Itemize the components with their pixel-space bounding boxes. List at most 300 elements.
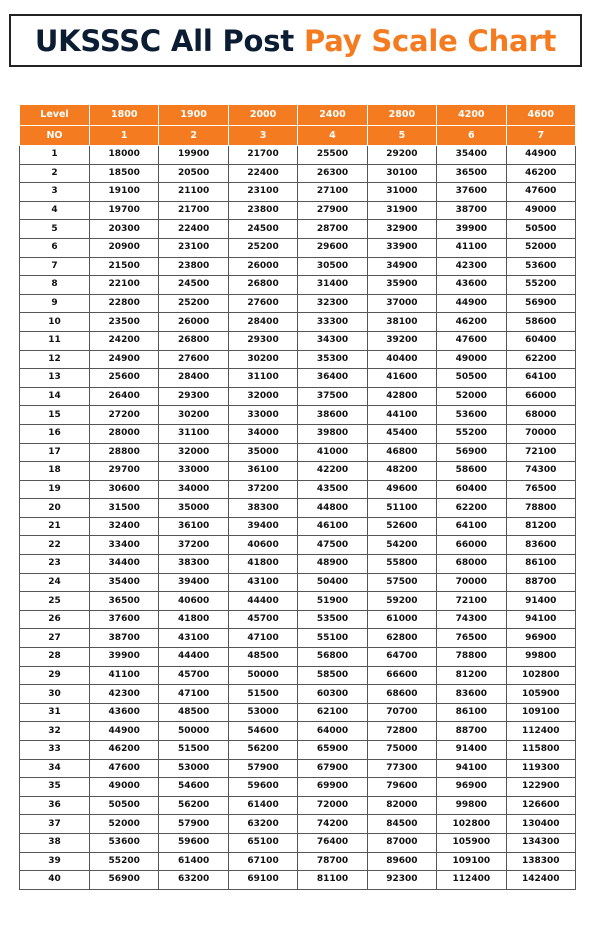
pay-cell: 35900 xyxy=(367,276,436,295)
pay-cell: 68000 xyxy=(506,406,575,425)
row-number-cell: 14 xyxy=(20,387,90,406)
pay-cell: 74300 xyxy=(437,610,506,629)
pay-cell: 86100 xyxy=(437,703,506,722)
pay-cell: 27200 xyxy=(90,406,159,425)
pay-cell: 81200 xyxy=(437,666,506,685)
pay-cell: 72800 xyxy=(367,722,436,741)
pay-cell: 86100 xyxy=(506,555,575,574)
pay-cell: 42200 xyxy=(298,462,367,481)
pay-cell: 24500 xyxy=(228,220,297,239)
pay-cell: 56200 xyxy=(159,796,228,815)
pay-cell: 41100 xyxy=(90,666,159,685)
pay-cell: 112400 xyxy=(506,722,575,741)
pay-cell: 50000 xyxy=(228,666,297,685)
table-row xyxy=(20,443,576,462)
pay-cell: 25500 xyxy=(298,146,367,165)
pay-cell: 126600 xyxy=(506,796,575,815)
pay-cell: 102800 xyxy=(437,815,506,834)
pay-cell: 56200 xyxy=(228,741,297,760)
pay-cell: 94100 xyxy=(506,610,575,629)
pay-cell: 60300 xyxy=(298,685,367,704)
pay-cell: 67900 xyxy=(298,759,367,778)
pay-cell: 33300 xyxy=(298,313,367,332)
pay-cell: 45700 xyxy=(159,666,228,685)
pay-cell: 44900 xyxy=(437,294,506,313)
pay-cell: 56900 xyxy=(437,443,506,462)
row-number-cell: 29 xyxy=(20,666,90,685)
pay-cell: 99800 xyxy=(437,796,506,815)
pay-cell: 89600 xyxy=(367,852,436,871)
pay-cell: 29600 xyxy=(298,238,367,257)
table-row xyxy=(20,666,576,685)
pay-cell: 36500 xyxy=(90,592,159,611)
pay-cell: 64100 xyxy=(437,517,506,536)
pay-cell: 38700 xyxy=(90,629,159,648)
pay-cell: 62800 xyxy=(367,629,436,648)
table-row xyxy=(20,424,576,443)
pay-cell: 25600 xyxy=(90,369,159,388)
table-row xyxy=(20,294,576,313)
table-row xyxy=(20,610,576,629)
pay-cell: 112400 xyxy=(437,871,506,890)
row-number-cell: 12 xyxy=(20,350,90,369)
row-number-cell: 21 xyxy=(20,517,90,536)
pay-cell: 66600 xyxy=(367,666,436,685)
pay-cell: 28800 xyxy=(90,443,159,462)
pay-cell: 57900 xyxy=(159,815,228,834)
header-cell: 7 xyxy=(506,125,575,146)
pay-cell: 78800 xyxy=(437,648,506,667)
pay-cell: 72100 xyxy=(506,443,575,462)
header-cell: 1800 xyxy=(90,105,159,126)
pay-cell: 47600 xyxy=(506,183,575,202)
pay-cell: 44100 xyxy=(367,406,436,425)
pay-cell: 44900 xyxy=(506,146,575,165)
table-row xyxy=(20,350,576,369)
pay-cell: 47500 xyxy=(298,536,367,555)
pay-cell: 68600 xyxy=(367,685,436,704)
table-row xyxy=(20,778,576,797)
table-row xyxy=(20,164,576,183)
table-row xyxy=(20,741,576,760)
pay-cell: 39800 xyxy=(298,424,367,443)
pay-cell: 27600 xyxy=(228,294,297,313)
row-number-cell: 36 xyxy=(20,796,90,815)
header-cell: 6 xyxy=(437,125,506,146)
pay-cell: 53500 xyxy=(298,610,367,629)
pay-cell: 54200 xyxy=(367,536,436,555)
table-row xyxy=(20,796,576,815)
pay-cell: 29700 xyxy=(90,462,159,481)
pay-cell: 22400 xyxy=(159,220,228,239)
pay-cell: 21700 xyxy=(228,146,297,165)
pay-cell: 35000 xyxy=(159,499,228,518)
pay-cell: 31000 xyxy=(367,183,436,202)
pay-cell: 69100 xyxy=(228,871,297,890)
pay-cell: 43100 xyxy=(228,573,297,592)
table-row xyxy=(20,871,576,890)
pay-cell: 58500 xyxy=(298,666,367,685)
pay-cell: 138300 xyxy=(506,852,575,871)
pay-cell: 29300 xyxy=(159,387,228,406)
pay-cell: 46100 xyxy=(298,517,367,536)
pay-cell: 105900 xyxy=(437,833,506,852)
row-number-cell: 2 xyxy=(20,164,90,183)
pay-cell: 32300 xyxy=(298,294,367,313)
pay-cell: 27100 xyxy=(298,183,367,202)
pay-cell: 76500 xyxy=(506,480,575,499)
table-row xyxy=(20,462,576,481)
table-row xyxy=(20,499,576,518)
row-number-cell: 30 xyxy=(20,685,90,704)
pay-cell: 37600 xyxy=(437,183,506,202)
pay-cell: 63200 xyxy=(159,871,228,890)
pay-cell: 61400 xyxy=(228,796,297,815)
pay-cell: 53600 xyxy=(437,406,506,425)
table-row xyxy=(20,480,576,499)
pay-cell: 88700 xyxy=(437,722,506,741)
pay-cell: 37000 xyxy=(367,294,436,313)
pay-cell: 40600 xyxy=(228,536,297,555)
pay-cell: 47100 xyxy=(159,685,228,704)
pay-cell: 18000 xyxy=(90,146,159,165)
pay-cell: 33400 xyxy=(90,536,159,555)
pay-cell: 37200 xyxy=(228,480,297,499)
pay-cell: 50400 xyxy=(298,573,367,592)
pay-cell: 57900 xyxy=(228,759,297,778)
pay-cell: 55100 xyxy=(298,629,367,648)
pay-cell: 48200 xyxy=(367,462,436,481)
pay-cell: 46200 xyxy=(437,313,506,332)
pay-cell: 30600 xyxy=(90,480,159,499)
row-number-cell: 1 xyxy=(20,146,90,165)
pay-cell: 33900 xyxy=(367,238,436,257)
pay-cell: 74200 xyxy=(298,815,367,834)
table-row xyxy=(20,759,576,778)
header-cell: 1 xyxy=(90,125,159,146)
pay-cell: 32400 xyxy=(90,517,159,536)
pay-cell: 24500 xyxy=(159,276,228,295)
pay-cell: 39900 xyxy=(90,648,159,667)
table-row xyxy=(20,331,576,350)
pay-cell: 109100 xyxy=(437,852,506,871)
pay-cell: 45700 xyxy=(228,610,297,629)
pay-cell: 56900 xyxy=(506,294,575,313)
pay-cell: 26000 xyxy=(159,313,228,332)
pay-cell: 70000 xyxy=(506,424,575,443)
pay-cell: 64700 xyxy=(367,648,436,667)
pay-cell: 47100 xyxy=(228,629,297,648)
table-row xyxy=(20,238,576,257)
pay-cell: 76500 xyxy=(437,629,506,648)
page-title xyxy=(9,14,582,67)
table-row xyxy=(20,257,576,276)
pay-cell: 91400 xyxy=(506,592,575,611)
pay-cell: 21700 xyxy=(159,201,228,220)
pay-cell: 88700 xyxy=(506,573,575,592)
pay-cell: 83600 xyxy=(437,685,506,704)
pay-cell: 19900 xyxy=(159,146,228,165)
pay-cell: 72000 xyxy=(298,796,367,815)
table-row xyxy=(20,815,576,834)
table-row xyxy=(20,592,576,611)
row-number-cell: 32 xyxy=(20,722,90,741)
pay-scale-table xyxy=(19,104,576,890)
row-number-cell: 10 xyxy=(20,313,90,332)
table-row xyxy=(20,685,576,704)
row-number-cell: 25 xyxy=(20,592,90,611)
pay-cell: 39900 xyxy=(437,220,506,239)
pay-cell: 122900 xyxy=(506,778,575,797)
pay-cell: 55200 xyxy=(437,424,506,443)
table-row xyxy=(20,555,576,574)
row-number-cell: 26 xyxy=(20,610,90,629)
pay-cell: 96900 xyxy=(506,629,575,648)
pay-cell: 23800 xyxy=(159,257,228,276)
pay-cell: 38300 xyxy=(159,555,228,574)
pay-cell: 53000 xyxy=(159,759,228,778)
row-number-cell: 4 xyxy=(20,201,90,220)
pay-cell: 37200 xyxy=(159,536,228,555)
header-cell: 2400 xyxy=(298,105,367,126)
table-row xyxy=(20,406,576,425)
pay-cell: 91400 xyxy=(437,741,506,760)
pay-cell: 44800 xyxy=(298,499,367,518)
header-cell: NO xyxy=(20,125,90,146)
table-row xyxy=(20,648,576,667)
pay-cell: 58600 xyxy=(437,462,506,481)
pay-cell: 47600 xyxy=(90,759,159,778)
pay-cell: 53000 xyxy=(228,703,297,722)
pay-cell: 33000 xyxy=(228,406,297,425)
pay-cell: 26000 xyxy=(228,257,297,276)
pay-cell: 65100 xyxy=(228,833,297,852)
pay-cell: 92300 xyxy=(367,871,436,890)
pay-cell: 49600 xyxy=(367,480,436,499)
pay-cell: 75000 xyxy=(367,741,436,760)
pay-cell: 51500 xyxy=(228,685,297,704)
pay-cell: 66000 xyxy=(506,387,575,406)
pay-cell: 34400 xyxy=(90,555,159,574)
row-number-cell: 37 xyxy=(20,815,90,834)
pay-cell: 115800 xyxy=(506,741,575,760)
pay-cell: 61400 xyxy=(159,852,228,871)
row-number-cell: 7 xyxy=(20,257,90,276)
row-number-cell: 28 xyxy=(20,648,90,667)
pay-cell: 35000 xyxy=(228,443,297,462)
pay-cell: 69900 xyxy=(298,778,367,797)
pay-cell: 23100 xyxy=(159,238,228,257)
pay-cell: 20500 xyxy=(159,164,228,183)
pay-cell: 23100 xyxy=(228,183,297,202)
table-row xyxy=(20,369,576,388)
pay-cell: 22400 xyxy=(228,164,297,183)
pay-cell: 67100 xyxy=(228,852,297,871)
pay-cell: 31900 xyxy=(367,201,436,220)
pay-cell: 96900 xyxy=(437,778,506,797)
pay-cell: 30100 xyxy=(367,164,436,183)
pay-cell: 50500 xyxy=(506,220,575,239)
table-body xyxy=(20,146,576,890)
pay-cell: 48500 xyxy=(159,703,228,722)
pay-cell: 62200 xyxy=(506,350,575,369)
pay-cell: 79600 xyxy=(367,778,436,797)
pay-cell: 51500 xyxy=(159,741,228,760)
pay-cell: 53600 xyxy=(506,257,575,276)
pay-cell: 27600 xyxy=(159,350,228,369)
pay-cell: 70700 xyxy=(367,703,436,722)
pay-cell: 22800 xyxy=(90,294,159,313)
pay-cell: 37600 xyxy=(90,610,159,629)
pay-cell: 19100 xyxy=(90,183,159,202)
pay-cell: 94100 xyxy=(437,759,506,778)
row-number-cell: 13 xyxy=(20,369,90,388)
pay-cell: 63200 xyxy=(228,815,297,834)
pay-cell: 32900 xyxy=(367,220,436,239)
pay-cell: 74300 xyxy=(506,462,575,481)
pay-cell: 59600 xyxy=(228,778,297,797)
header-cell: 1900 xyxy=(159,105,228,126)
pay-cell: 39400 xyxy=(228,517,297,536)
pay-cell: 37500 xyxy=(298,387,367,406)
pay-cell: 26300 xyxy=(298,164,367,183)
pay-cell: 44400 xyxy=(228,592,297,611)
pay-cell: 60400 xyxy=(506,331,575,350)
pay-cell: 48900 xyxy=(298,555,367,574)
pay-cell: 66000 xyxy=(437,536,506,555)
pay-cell: 36400 xyxy=(298,369,367,388)
table-row xyxy=(20,201,576,220)
pay-cell: 70000 xyxy=(437,573,506,592)
pay-cell: 48500 xyxy=(228,648,297,667)
pay-cell: 51900 xyxy=(298,592,367,611)
row-number-cell: 39 xyxy=(20,852,90,871)
table-row xyxy=(20,387,576,406)
pay-cell: 34300 xyxy=(298,331,367,350)
pay-cell: 28400 xyxy=(159,369,228,388)
pay-cell: 25200 xyxy=(228,238,297,257)
table-row xyxy=(20,852,576,871)
table-row xyxy=(20,722,576,741)
pay-cell: 36500 xyxy=(437,164,506,183)
pay-cell: 81200 xyxy=(506,517,575,536)
pay-cell: 52000 xyxy=(437,387,506,406)
pay-cell: 24200 xyxy=(90,331,159,350)
pay-cell: 26800 xyxy=(228,276,297,295)
pay-cell: 44400 xyxy=(159,648,228,667)
row-number-cell: 6 xyxy=(20,238,90,257)
row-number-cell: 31 xyxy=(20,703,90,722)
pay-cell: 72100 xyxy=(437,592,506,611)
pay-cell: 26400 xyxy=(90,387,159,406)
pay-cell: 61000 xyxy=(367,610,436,629)
pay-cell: 34000 xyxy=(228,424,297,443)
row-number-cell: 20 xyxy=(20,499,90,518)
pay-cell: 76400 xyxy=(298,833,367,852)
pay-cell: 51100 xyxy=(367,499,436,518)
table-row xyxy=(20,183,576,202)
pay-cell: 119300 xyxy=(506,759,575,778)
pay-cell: 102800 xyxy=(506,666,575,685)
pay-cell: 31400 xyxy=(298,276,367,295)
header-cell: 3 xyxy=(228,125,297,146)
pay-cell: 38600 xyxy=(298,406,367,425)
pay-cell: 49000 xyxy=(90,778,159,797)
pay-cell: 46200 xyxy=(90,741,159,760)
pay-cell: 59200 xyxy=(367,592,436,611)
row-number-cell: 5 xyxy=(20,220,90,239)
pay-cell: 28700 xyxy=(298,220,367,239)
pay-cell: 57500 xyxy=(367,573,436,592)
pay-cell: 32000 xyxy=(228,387,297,406)
pay-cell: 43100 xyxy=(159,629,228,648)
row-number-cell: 18 xyxy=(20,462,90,481)
header-row-level xyxy=(20,105,576,126)
pay-cell: 41000 xyxy=(298,443,367,462)
pay-cell: 99800 xyxy=(506,648,575,667)
pay-cell: 64100 xyxy=(506,369,575,388)
row-number-cell: 11 xyxy=(20,331,90,350)
table-row xyxy=(20,629,576,648)
pay-cell: 81100 xyxy=(298,871,367,890)
pay-cell: 31500 xyxy=(90,499,159,518)
pay-cell: 26800 xyxy=(159,331,228,350)
pay-cell: 25200 xyxy=(159,294,228,313)
header-cell: 4 xyxy=(298,125,367,146)
pay-cell: 134300 xyxy=(506,833,575,852)
row-number-cell: 24 xyxy=(20,573,90,592)
pay-cell: 35300 xyxy=(298,350,367,369)
header-cell: 5 xyxy=(367,125,436,146)
header-cell: 2800 xyxy=(367,105,436,126)
header-row-no xyxy=(20,125,576,146)
pay-cell: 56800 xyxy=(298,648,367,667)
pay-cell: 43600 xyxy=(437,276,506,295)
pay-cell: 54600 xyxy=(228,722,297,741)
table-row xyxy=(20,517,576,536)
pay-cell: 38100 xyxy=(367,313,436,332)
pay-cell: 45400 xyxy=(367,424,436,443)
row-number-cell: 9 xyxy=(20,294,90,313)
pay-cell: 29200 xyxy=(367,146,436,165)
pay-cell: 32000 xyxy=(159,443,228,462)
header-cell: 4200 xyxy=(437,105,506,126)
pay-cell: 82000 xyxy=(367,796,436,815)
pay-cell: 33000 xyxy=(159,462,228,481)
pay-cell: 68000 xyxy=(437,555,506,574)
pay-cell: 19700 xyxy=(90,201,159,220)
pay-cell: 18500 xyxy=(90,164,159,183)
pay-cell: 55200 xyxy=(506,276,575,295)
table-row xyxy=(20,703,576,722)
header-cell: 2000 xyxy=(228,105,297,126)
pay-cell: 49000 xyxy=(506,201,575,220)
pay-cell: 42300 xyxy=(90,685,159,704)
pay-cell: 31100 xyxy=(228,369,297,388)
pay-cell: 20900 xyxy=(90,238,159,257)
pay-cell: 46200 xyxy=(506,164,575,183)
row-number-cell: 22 xyxy=(20,536,90,555)
row-number-cell: 38 xyxy=(20,833,90,852)
pay-cell: 21100 xyxy=(159,183,228,202)
pay-cell: 55800 xyxy=(367,555,436,574)
pay-cell: 55200 xyxy=(90,852,159,871)
pay-cell: 64000 xyxy=(298,722,367,741)
pay-cell: 53600 xyxy=(90,833,159,852)
pay-cell: 50000 xyxy=(159,722,228,741)
title-part1: UKSSSC All Post xyxy=(34,23,294,58)
pay-cell: 142400 xyxy=(506,871,575,890)
